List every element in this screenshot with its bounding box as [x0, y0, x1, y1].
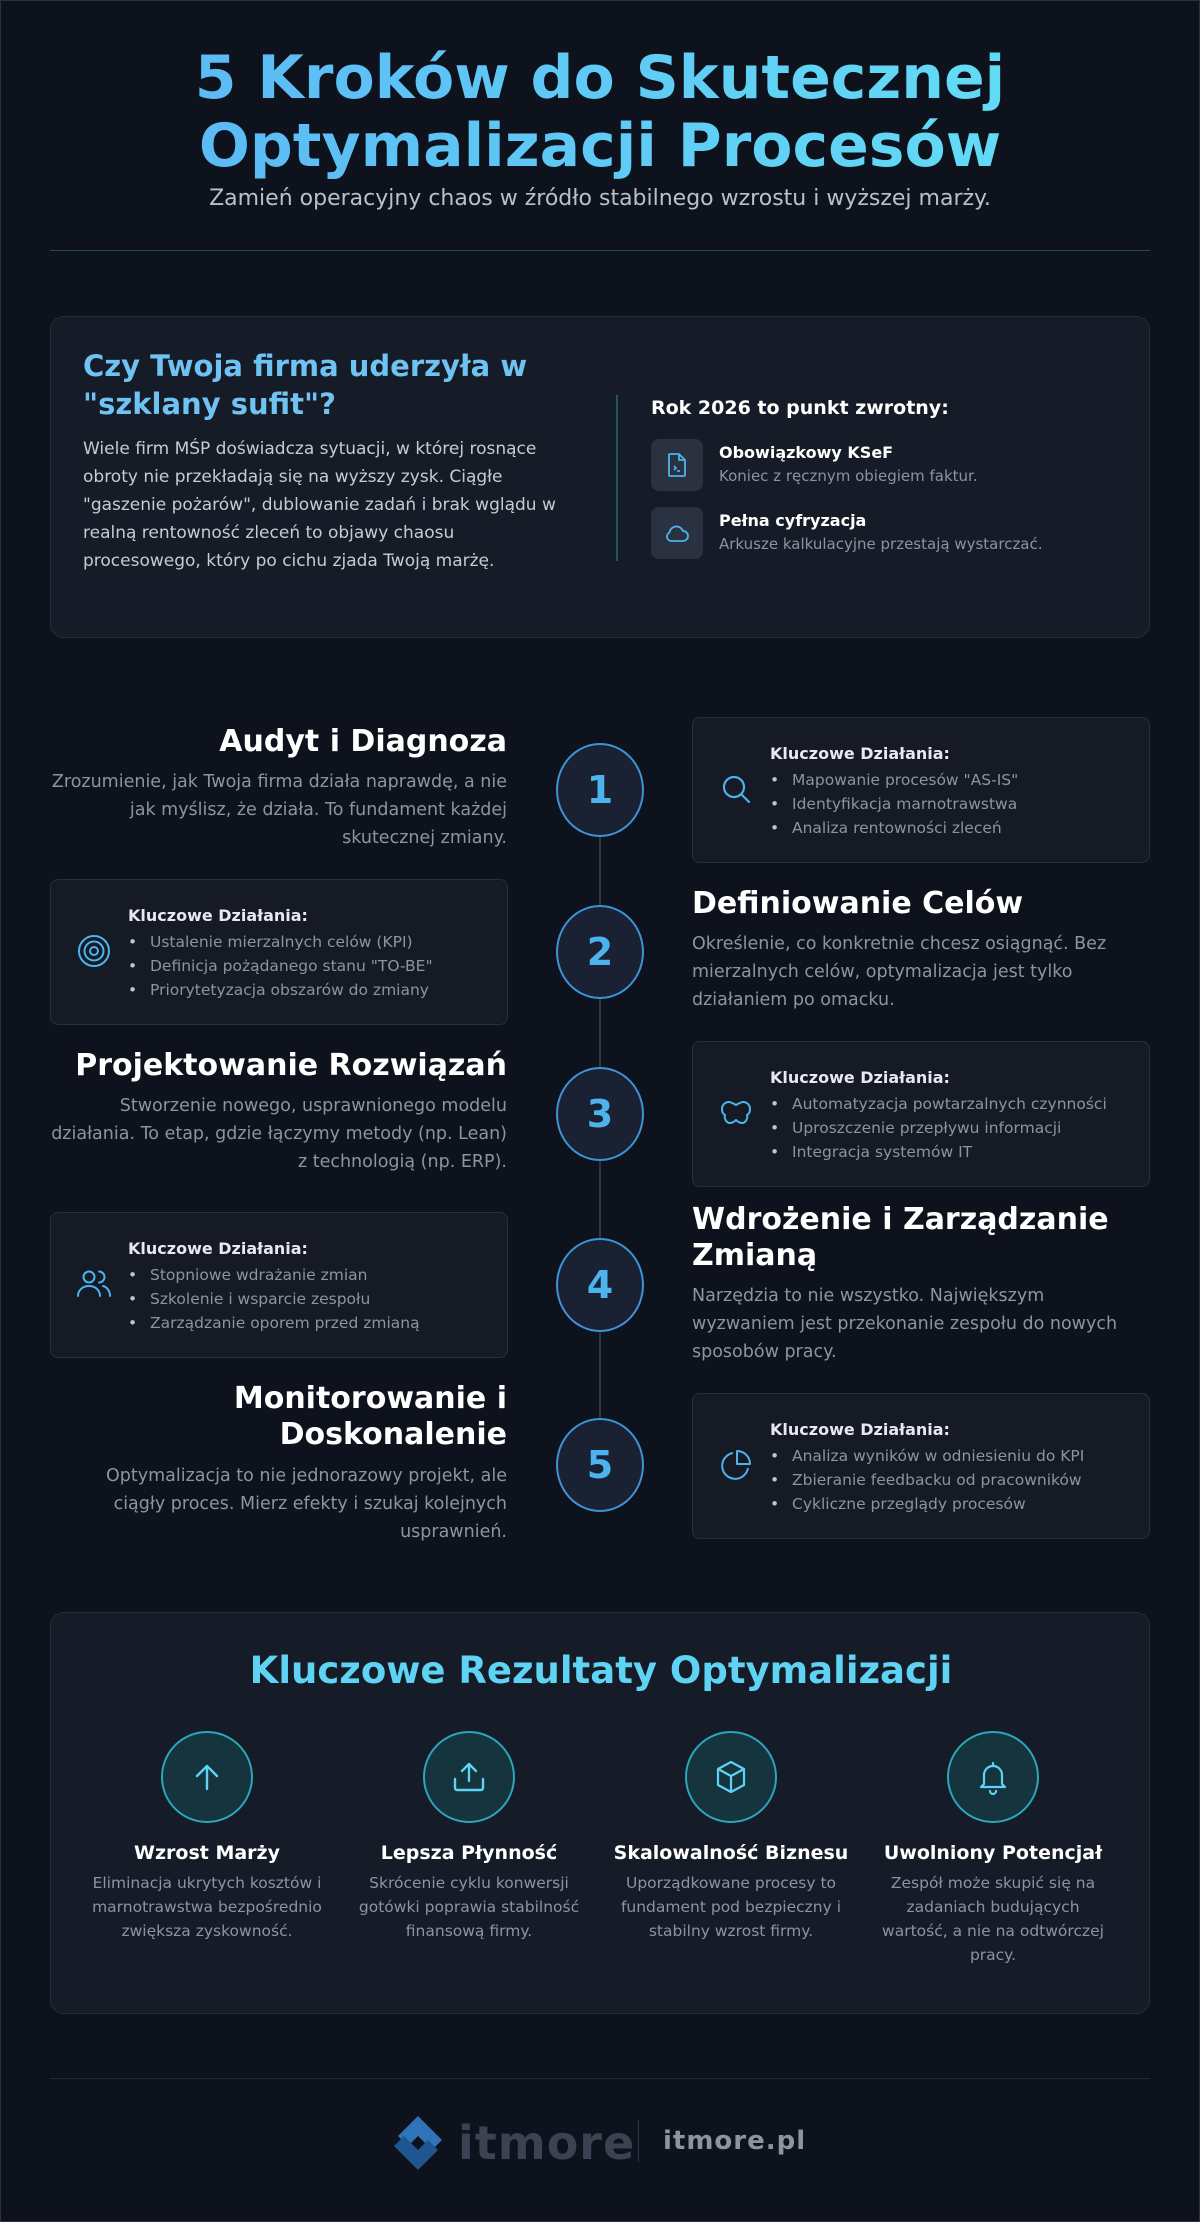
result-desc: Skrócenie cyklu konwersji gotówki poprawia stabilność finansową firmy. — [358, 1874, 580, 1940]
step-1-actions-box — [692, 717, 1150, 863]
actions-heading: Kluczowe Działania: — [128, 906, 308, 925]
page-title-line-2: Optymalizacji Procesów — [198, 111, 1002, 181]
step-4-desc: Narzędzia to nie wszystko. Największym wyzwaniem jest przekonanie zespołu do nowych sposobów pracy. — [692, 1286, 1118, 1362]
pie-chart-icon — [717, 1446, 755, 1484]
result-item — [87, 1731, 327, 1943]
step-5-number: 5 — [556, 1418, 644, 1512]
result-item — [349, 1731, 589, 1943]
page-title-line-1: 5 Kroków do Skutecznej — [194, 43, 1006, 113]
step-1-desc: Zrozumienie, jak Twoja firma działa naprawdę, a nie jak myślisz, że działa. To fundament każdej skutecznej zmiany. — [51, 772, 507, 848]
result-title: Uwolniony Potencjał — [883, 1842, 1103, 1864]
list-item: • Zarządzanie oporem przed zmianą — [128, 1311, 420, 1335]
list-item: • Analiza wyników w odniesieniu do KPI — [770, 1444, 1084, 1468]
result-item — [611, 1731, 851, 1943]
results-heading: Kluczowe Rezultaty Optymalizacji — [249, 1649, 953, 1692]
turning-point-heading: Rok 2026 to punkt zwrotny: — [651, 397, 949, 419]
actions-list — [770, 768, 1018, 840]
result-title: Lepsza Płynność — [380, 1842, 558, 1864]
list-item: • Zbieranie feedbacku od pracowników — [770, 1468, 1084, 1492]
list-item: • Identyfikacja marnotrawstwa — [770, 792, 1018, 816]
intro-card — [50, 316, 1150, 638]
step-2-desc: Określenie, co konkretnie chcesz osiągnąć. Bez mierzalnych celów, optymalizacja jest tylko działaniem po omacku. — [692, 934, 1107, 1010]
list-item: • Priorytetyzacja obszarów do zmiany — [128, 978, 433, 1002]
document-icon — [651, 439, 703, 491]
list-item: • Cykliczne przeglądy procesów — [770, 1492, 1084, 1516]
list-item: • Integracja systemów IT — [770, 1140, 1107, 1164]
page-title — [0, 44, 1200, 180]
list-item: • Stopniowe wdrażanie zmian — [128, 1263, 420, 1287]
fact-title: Obowiązkowy KSeF — [719, 443, 894, 462]
actions-list — [128, 1263, 420, 1335]
fact-desc: Koniec z ręcznym obiegiem faktur. — [719, 467, 978, 485]
arrow-up-icon — [161, 1731, 253, 1823]
list-item: • Szkolenie i wsparcie zespołu — [128, 1287, 420, 1311]
footer-divider — [50, 2078, 1150, 2079]
step-4-number: 4 — [556, 1238, 644, 1332]
footer-website-link[interactable]: itmore.pl — [663, 2126, 807, 2156]
step-3-number: 3 — [556, 1067, 644, 1161]
step-3-title: Projektowanie Rozwiązań — [75, 1048, 507, 1083]
step-4-title: Wdrożenie i Zarządzanie Zmianą — [692, 1202, 1109, 1273]
actions-list — [770, 1444, 1084, 1516]
list-item: • Mapowanie procesów "AS-IS" — [770, 768, 1018, 792]
cube-icon — [685, 1731, 777, 1823]
result-item — [873, 1731, 1113, 1967]
actions-heading: Kluczowe Działania: — [770, 1068, 950, 1087]
step-5-title: Monitorowanie i Doskonalenie — [233, 1381, 507, 1452]
step-1-title: Audyt i Diagnoza — [219, 724, 507, 759]
step-2-number: 2 — [556, 905, 644, 999]
result-desc: Zespół może skupić się na zadaniach budujących wartość, a nie na odtwórczej pracy. — [882, 1874, 1104, 1964]
step-3-desc: Stworzenie nowego, usprawnionego modelu działania. To etap, gdzie łączymy metody (np. Lean) z technologią (np. ERP). — [51, 1096, 507, 1172]
step-2-actions-box — [50, 879, 508, 1025]
list-item: • Analiza rentowności zleceń — [770, 816, 1018, 840]
result-desc: Eliminacja ukrytych kosztów i marnotrawstwa bezpośrednio zwiększa zyskowność. — [92, 1874, 322, 1940]
upload-icon — [423, 1731, 515, 1823]
logo-text: itmore — [458, 2116, 636, 2170]
footer-separator — [638, 2120, 639, 2162]
list-item: • Automatyzacja powtarzalnych czynności — [770, 1092, 1107, 1116]
list-item: • Definicja pożądanego stanu "TO-BE" — [128, 954, 433, 978]
intro-paragraph: Wiele firm MŚP doświadcza sytuacji, w której rosnące obroty nie przekładają się na wyższy zysk. Ciągłe "gaszenie pożarów", dublowanie zadań i brak wglądu w realną rentowność zleceń to objawy chaosu procesowego, który po cichu zjada Twoją marżę. — [83, 439, 556, 571]
step-4-actions-box — [50, 1212, 508, 1358]
intro-divider — [616, 395, 618, 561]
users-icon — [75, 1265, 113, 1303]
fact-title: Pełna cyfryzacja — [719, 511, 867, 530]
step-2-title: Definiowanie Celów — [692, 886, 1024, 921]
intro-heading: Czy Twoja firma uderzyła w "szklany sufit"? — [83, 349, 528, 421]
result-title: Skalowalność Biznesu — [613, 1842, 849, 1864]
actions-heading: Kluczowe Działania: — [770, 1420, 950, 1439]
actions-heading: Kluczowe Działania: — [128, 1239, 308, 1258]
header-divider — [50, 250, 1150, 251]
list-item: • Uproszczenie przepływu informacji — [770, 1116, 1107, 1140]
actions-list — [770, 1092, 1107, 1164]
search-icon — [717, 770, 755, 808]
brain-icon — [717, 1094, 755, 1132]
fact-desc: Arkusze kalkulacyjne przestają wystarczać. — [719, 535, 1043, 553]
actions-list — [128, 930, 433, 1002]
results-card — [50, 1612, 1150, 2014]
result-title: Wzrost Marży — [134, 1842, 280, 1864]
page-subtitle: Zamień operacyjny chaos w źródło stabilnego wzrostu i wyższej marży. — [209, 186, 991, 211]
itmore-logo — [388, 2112, 636, 2174]
cloud-icon — [651, 507, 703, 559]
list-item: • Ustalenie mierzalnych celów (KPI) — [128, 930, 433, 954]
step-5-actions-box — [692, 1393, 1150, 1539]
step-1-number: 1 — [556, 743, 644, 837]
step-3-actions-box — [692, 1041, 1150, 1187]
step-5-desc: Optymalizacja to nie jednorazowy projekt, ale ciągły proces. Mierz efekty i szukaj kolejnych usprawnień. — [106, 1466, 507, 1542]
itmore-logo-mark — [388, 2112, 448, 2174]
bell-icon — [947, 1731, 1039, 1823]
actions-heading: Kluczowe Działania: — [770, 744, 950, 763]
result-desc: Uporządkowane procesy to fundament pod bezpieczny i stabilny wzrost firmy. — [620, 1874, 842, 1940]
target-icon — [75, 932, 113, 970]
